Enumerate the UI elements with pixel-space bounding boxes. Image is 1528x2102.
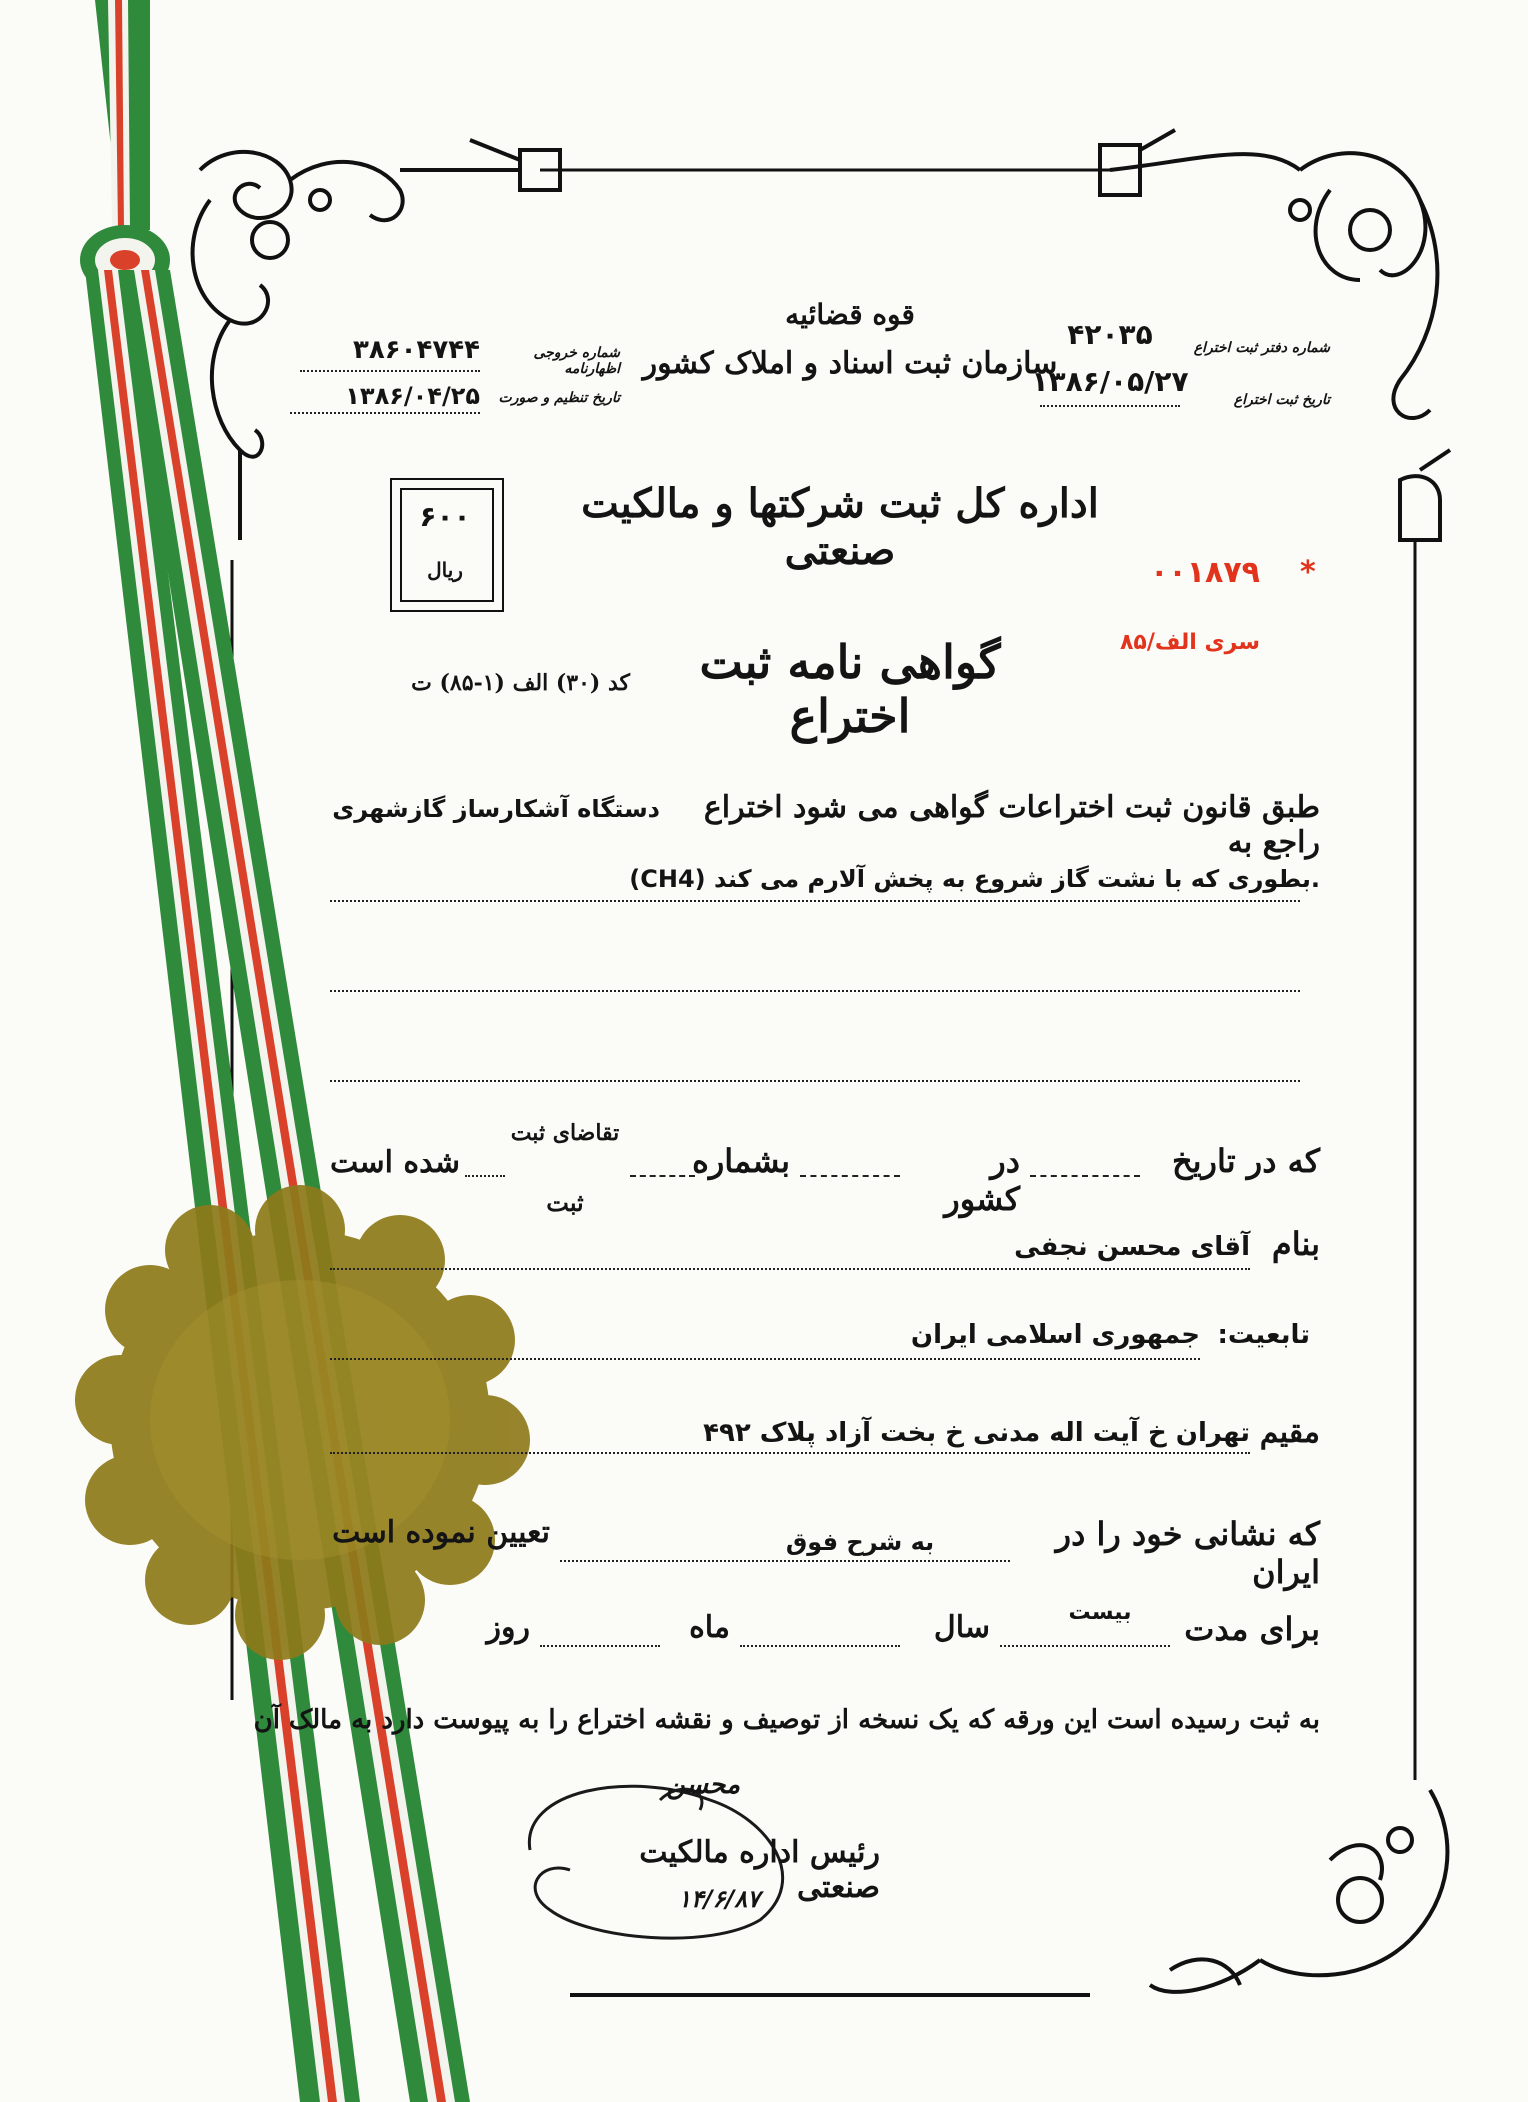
serial-star-icon: * — [1300, 555, 1316, 590]
invention-subject: دستگاه آشکارساز گازشهری — [332, 795, 660, 823]
address-prefix: که نشانی خود را در ایران — [1055, 1515, 1320, 1591]
prior-sabt-label: ثبت — [546, 1188, 584, 1217]
residence-label: مقیم — [1259, 1415, 1320, 1450]
owner-name: آقای محسن نجفی — [1014, 1232, 1250, 1262]
prior-request-label: تقاضای ثبت — [510, 1120, 620, 1146]
register-date: ۱۳۸۶/۰۵/۲۷ — [1031, 365, 1189, 398]
nationality-label: تابعیت: — [1217, 1320, 1310, 1350]
petition-number: ۳۸۶۰۴۷۴۴ — [353, 335, 480, 365]
closing-statement: به ثبت رسیده است این ورقه که یک نسخه از توصیف و نقشه اختراع را به پیوست دارد به مالک آن — [253, 1705, 1320, 1735]
prior-date-label: که در تاریخ — [1171, 1142, 1320, 1180]
prior-request-line — [465, 1175, 505, 1177]
department-heading: اداره کل ثبت شرکتها و مالکیت صنعتی — [581, 480, 1099, 574]
duration-day-line — [540, 1645, 660, 1647]
form-code: کد (۳۰) الف (۱-۸۵) ت — [411, 670, 630, 696]
invention-statement: طبق قانون ثبت اختراعات گواهی می شود اختراع راجع به — [703, 790, 1320, 860]
description-line-3 — [330, 1080, 1300, 1082]
address-value: به شرح فوق — [785, 1528, 935, 1556]
fee-amount: ۶۰۰ — [419, 500, 471, 533]
serial-number: ۰۰۱۸۷۹ — [1150, 555, 1260, 590]
duration-year-line — [1000, 1645, 1170, 1647]
signature-date: ۱۴/۶/۸۷ — [678, 1885, 760, 1913]
register-date-line — [1040, 405, 1180, 407]
owner-name-line — [330, 1268, 1250, 1270]
petition-date: ۱۳۸۶/۰۴/۲۵ — [345, 382, 480, 410]
prior-number-label: بشماره — [692, 1142, 790, 1180]
year-label: سال — [933, 1610, 990, 1645]
month-label: ماه — [689, 1610, 730, 1645]
prior-done-label: شده است — [330, 1145, 460, 1180]
owner-name-label: بنام — [1271, 1225, 1320, 1263]
nationality-value: جمهوری اسلامی ایران — [910, 1320, 1200, 1350]
petition-number-label: شماره خروجی اظهارنامه — [533, 345, 620, 377]
certificate-title: گواهی نامه ثبت اختراع — [699, 635, 1001, 743]
duration-month-line — [740, 1645, 900, 1647]
description-line-2 — [330, 990, 1300, 992]
prior-country-blank — [800, 1175, 900, 1177]
register-number: ۴۲۰۳۵ — [1067, 318, 1153, 351]
serial-series: سری الف/۸۵ — [1119, 630, 1260, 655]
residence-value: تهران خ آیت اله مدنی خ بخت آزاد پلاک ۴۹۲ — [703, 1418, 1250, 1448]
fee-unit: ریال — [427, 558, 463, 582]
duration-value: بیست — [1068, 1600, 1132, 1625]
petition-date-label: تاریخ تنظیم و صورت — [498, 390, 620, 406]
description-line-1 — [330, 900, 1300, 902]
signatory-title: رئیس اداره مالکیت صنعتی — [639, 1835, 880, 1905]
residence-line — [330, 1452, 1250, 1454]
duration-label: برای مدت — [1184, 1610, 1320, 1648]
address-line — [560, 1560, 1010, 1562]
prior-number-blank — [630, 1175, 695, 1177]
invention-description: (CH4) بطوری که با نشت گاز شروع به پخش آلارم می کند. — [629, 865, 1320, 893]
register-number-label: شماره دفتر ثبت اختراع — [1193, 340, 1330, 356]
prior-date-blank — [1030, 1175, 1140, 1177]
address-suffix: تعیین نموده است — [332, 1515, 550, 1550]
nationality-line — [330, 1358, 1200, 1360]
petition-number-line — [300, 370, 480, 372]
signatory-name: محسن — [666, 1770, 740, 1800]
prior-country-label: در کشور — [944, 1142, 1020, 1218]
judiciary-heading: قوه قضائیه — [785, 298, 915, 331]
organization-heading: سازمان ثبت اسناد و املاک کشور — [642, 346, 1058, 381]
register-date-label: تاریخ ثبت اختراع — [1233, 392, 1330, 408]
petition-date-line — [290, 412, 480, 414]
day-label: روز — [486, 1610, 530, 1645]
